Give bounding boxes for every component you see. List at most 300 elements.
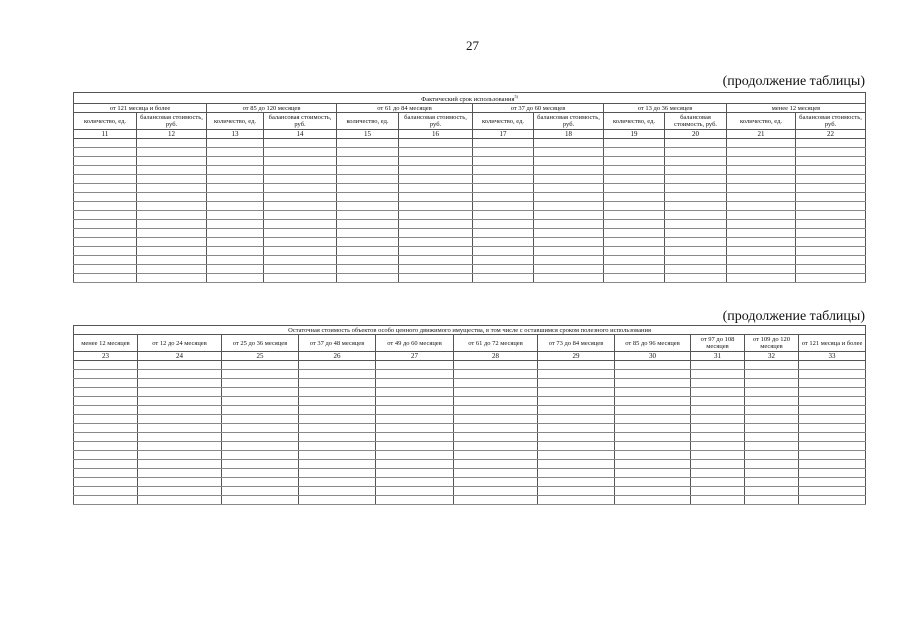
empty-cell bbox=[74, 388, 138, 397]
empty-cell bbox=[454, 460, 538, 469]
empty-cell bbox=[74, 247, 137, 256]
empty-cell bbox=[74, 211, 137, 220]
empty-cell bbox=[799, 361, 866, 370]
empty-cell bbox=[665, 256, 727, 265]
empty-cell bbox=[799, 469, 866, 478]
empty-row bbox=[74, 487, 866, 496]
empty-cell bbox=[399, 274, 473, 283]
table1-subheader: балансовая стоимость, руб. bbox=[534, 113, 604, 130]
empty-cell bbox=[264, 265, 337, 274]
empty-cell bbox=[264, 220, 337, 229]
empty-cell bbox=[74, 451, 138, 460]
empty-cell bbox=[727, 247, 796, 256]
empty-cell bbox=[454, 433, 538, 442]
empty-cell bbox=[538, 442, 615, 451]
empty-cell bbox=[615, 406, 691, 415]
empty-cell bbox=[137, 256, 207, 265]
empty-cell bbox=[745, 496, 799, 505]
empty-cell bbox=[138, 460, 222, 469]
empty-cell bbox=[604, 157, 665, 166]
table2-header: от 97 до 108 месяцев bbox=[691, 335, 745, 352]
empty-cell bbox=[604, 175, 665, 184]
empty-cell bbox=[337, 229, 399, 238]
empty-cell bbox=[796, 229, 866, 238]
empty-cell bbox=[665, 229, 727, 238]
empty-cell bbox=[604, 184, 665, 193]
page-number: 27 bbox=[466, 38, 479, 53]
empty-cell bbox=[399, 148, 473, 157]
empty-cell bbox=[796, 175, 866, 184]
table2-header: от 121 месяца и более bbox=[799, 335, 866, 352]
empty-cell bbox=[454, 370, 538, 379]
empty-cell bbox=[264, 184, 337, 193]
empty-cell bbox=[222, 433, 299, 442]
empty-cell bbox=[376, 424, 454, 433]
empty-cell bbox=[727, 211, 796, 220]
empty-cell bbox=[745, 451, 799, 460]
empty-cell bbox=[538, 379, 615, 388]
empty-cell bbox=[74, 193, 137, 202]
empty-row bbox=[74, 184, 866, 193]
empty-cell bbox=[538, 415, 615, 424]
empty-cell bbox=[799, 424, 866, 433]
empty-cell bbox=[454, 496, 538, 505]
empty-cell bbox=[799, 406, 866, 415]
empty-cell bbox=[222, 424, 299, 433]
empty-cell bbox=[207, 184, 264, 193]
empty-cell bbox=[138, 487, 222, 496]
empty-cell bbox=[727, 139, 796, 148]
empty-cell bbox=[138, 433, 222, 442]
empty-row bbox=[74, 397, 866, 406]
empty-cell bbox=[796, 265, 866, 274]
table1-caption-footnote: 5) bbox=[514, 94, 518, 99]
empty-cell bbox=[665, 193, 727, 202]
table2-header: от 85 до 96 месяцев bbox=[615, 335, 691, 352]
empty-cell bbox=[264, 139, 337, 148]
empty-cell bbox=[337, 247, 399, 256]
empty-cell bbox=[299, 460, 376, 469]
empty-cell bbox=[222, 469, 299, 478]
empty-cell bbox=[376, 487, 454, 496]
empty-cell bbox=[376, 397, 454, 406]
empty-cell bbox=[207, 274, 264, 283]
empty-cell bbox=[796, 139, 866, 148]
empty-cell bbox=[615, 442, 691, 451]
empty-cell bbox=[74, 379, 138, 388]
empty-cell bbox=[691, 460, 745, 469]
empty-cell bbox=[534, 148, 604, 157]
empty-cell bbox=[534, 193, 604, 202]
empty-cell bbox=[399, 256, 473, 265]
empty-cell bbox=[137, 148, 207, 157]
empty-cell bbox=[337, 274, 399, 283]
empty-cell bbox=[534, 175, 604, 184]
table2-empty-rows bbox=[74, 361, 866, 505]
empty-cell bbox=[222, 379, 299, 388]
empty-cell bbox=[137, 193, 207, 202]
empty-cell bbox=[138, 397, 222, 406]
table1-empty-rows bbox=[74, 139, 866, 283]
table1-caption bbox=[74, 93, 866, 104]
empty-cell bbox=[454, 361, 538, 370]
table1-subheader: количество, ед. bbox=[74, 113, 137, 130]
empty-cell bbox=[538, 388, 615, 397]
empty-cell bbox=[615, 370, 691, 379]
empty-cell bbox=[473, 184, 534, 193]
empty-row bbox=[74, 166, 866, 175]
empty-cell bbox=[534, 247, 604, 256]
empty-cell bbox=[534, 220, 604, 229]
empty-cell bbox=[796, 247, 866, 256]
empty-cell bbox=[538, 433, 615, 442]
empty-cell bbox=[207, 247, 264, 256]
empty-cell bbox=[137, 220, 207, 229]
empty-cell bbox=[473, 211, 534, 220]
empty-cell bbox=[538, 469, 615, 478]
empty-cell bbox=[137, 184, 207, 193]
empty-cell bbox=[207, 265, 264, 274]
empty-cell bbox=[74, 442, 138, 451]
empty-cell bbox=[399, 193, 473, 202]
empty-cell bbox=[222, 478, 299, 487]
empty-cell bbox=[727, 238, 796, 247]
empty-cell bbox=[538, 397, 615, 406]
empty-cell bbox=[799, 415, 866, 424]
empty-cell bbox=[299, 487, 376, 496]
empty-cell bbox=[299, 442, 376, 451]
empty-cell bbox=[665, 166, 727, 175]
empty-cell bbox=[454, 451, 538, 460]
empty-cell bbox=[615, 424, 691, 433]
empty-cell bbox=[534, 202, 604, 211]
table1-subheader: балансовая стоимость, руб. bbox=[137, 113, 207, 130]
empty-cell bbox=[376, 433, 454, 442]
empty-cell bbox=[137, 211, 207, 220]
empty-cell bbox=[399, 211, 473, 220]
empty-row bbox=[74, 139, 866, 148]
empty-cell bbox=[74, 157, 137, 166]
empty-cell bbox=[745, 397, 799, 406]
table1-column-number: 21 bbox=[727, 130, 796, 139]
empty-cell bbox=[207, 220, 264, 229]
table2-column-number: 28 bbox=[454, 352, 538, 361]
empty-cell bbox=[796, 148, 866, 157]
empty-cell bbox=[796, 220, 866, 229]
table1-column-number: 22 bbox=[796, 130, 866, 139]
empty-cell bbox=[604, 229, 665, 238]
empty-cell bbox=[796, 166, 866, 175]
table1-subheader: количество, ед. bbox=[727, 113, 796, 130]
empty-cell bbox=[222, 406, 299, 415]
empty-cell bbox=[337, 175, 399, 184]
empty-cell bbox=[691, 496, 745, 505]
table2-header: от 25 до 36 месяцев bbox=[222, 335, 299, 352]
table1-group-header: от 37 до 60 месяцев bbox=[473, 104, 604, 113]
table1-subheader: количество, ед. bbox=[473, 113, 534, 130]
table2-header: от 61 до 72 месяцев bbox=[454, 335, 538, 352]
empty-cell bbox=[138, 451, 222, 460]
empty-cell bbox=[222, 397, 299, 406]
empty-cell bbox=[137, 238, 207, 247]
empty-cell bbox=[399, 166, 473, 175]
empty-cell bbox=[604, 139, 665, 148]
table2-column-number: 23 bbox=[74, 352, 138, 361]
table1-column-number: 18 bbox=[534, 130, 604, 139]
empty-cell bbox=[454, 487, 538, 496]
empty-cell bbox=[264, 193, 337, 202]
empty-cell bbox=[74, 469, 138, 478]
empty-cell bbox=[665, 265, 727, 274]
empty-row bbox=[74, 451, 866, 460]
empty-cell bbox=[264, 175, 337, 184]
empty-cell bbox=[376, 415, 454, 424]
empty-cell bbox=[264, 274, 337, 283]
empty-cell bbox=[137, 202, 207, 211]
table1-group-header: от 85 до 120 месяцев bbox=[207, 104, 337, 113]
empty-cell bbox=[74, 424, 138, 433]
table2-header: менее 12 месяцев bbox=[74, 335, 138, 352]
empty-cell bbox=[138, 442, 222, 451]
empty-cell bbox=[137, 265, 207, 274]
empty-cell bbox=[74, 166, 137, 175]
empty-row bbox=[74, 157, 866, 166]
empty-cell bbox=[665, 175, 727, 184]
table1-column-number: 17 bbox=[473, 130, 534, 139]
empty-cell bbox=[74, 487, 138, 496]
continuation-label-top: (продолжение таблицы) bbox=[722, 74, 865, 89]
empty-cell bbox=[473, 202, 534, 211]
empty-cell bbox=[473, 274, 534, 283]
empty-cell bbox=[399, 238, 473, 247]
empty-cell bbox=[399, 220, 473, 229]
empty-cell bbox=[727, 220, 796, 229]
table2-column-number: 29 bbox=[538, 352, 615, 361]
table2-column-number: 32 bbox=[745, 352, 799, 361]
empty-cell bbox=[538, 496, 615, 505]
empty-cell bbox=[74, 478, 138, 487]
empty-cell bbox=[745, 433, 799, 442]
empty-cell bbox=[615, 469, 691, 478]
empty-cell bbox=[538, 478, 615, 487]
empty-cell bbox=[264, 166, 337, 175]
empty-cell bbox=[337, 265, 399, 274]
empty-cell bbox=[74, 202, 137, 211]
empty-cell bbox=[454, 424, 538, 433]
empty-cell bbox=[74, 184, 137, 193]
empty-cell bbox=[454, 388, 538, 397]
empty-cell bbox=[222, 487, 299, 496]
empty-cell bbox=[337, 148, 399, 157]
empty-cell bbox=[207, 211, 264, 220]
empty-cell bbox=[745, 487, 799, 496]
empty-cell bbox=[727, 184, 796, 193]
empty-cell bbox=[74, 238, 137, 247]
empty-cell bbox=[691, 379, 745, 388]
empty-cell bbox=[376, 370, 454, 379]
empty-cell bbox=[207, 238, 264, 247]
table1-caption-text: Фактический срок использования bbox=[421, 96, 515, 104]
empty-cell bbox=[665, 139, 727, 148]
empty-cell bbox=[534, 229, 604, 238]
empty-cell bbox=[137, 175, 207, 184]
table1-column-number: 11 bbox=[74, 130, 137, 139]
empty-row bbox=[74, 274, 866, 283]
empty-row bbox=[74, 388, 866, 397]
empty-cell bbox=[799, 460, 866, 469]
empty-cell bbox=[138, 370, 222, 379]
empty-cell bbox=[473, 238, 534, 247]
empty-cell bbox=[727, 166, 796, 175]
table2-column-number: 27 bbox=[376, 352, 454, 361]
empty-cell bbox=[604, 166, 665, 175]
empty-cell bbox=[138, 388, 222, 397]
empty-cell bbox=[376, 478, 454, 487]
empty-cell bbox=[299, 406, 376, 415]
empty-cell bbox=[222, 451, 299, 460]
table1-subheader: балансовая стоимость, руб. bbox=[264, 113, 337, 130]
empty-cell bbox=[615, 478, 691, 487]
empty-cell bbox=[604, 148, 665, 157]
table2-header: от 37 до 48 месяцев bbox=[299, 335, 376, 352]
empty-cell bbox=[796, 211, 866, 220]
empty-cell bbox=[691, 442, 745, 451]
empty-cell bbox=[337, 220, 399, 229]
empty-cell bbox=[207, 193, 264, 202]
empty-cell bbox=[615, 460, 691, 469]
empty-cell bbox=[264, 238, 337, 247]
empty-cell bbox=[473, 247, 534, 256]
empty-cell bbox=[534, 238, 604, 247]
empty-cell bbox=[376, 460, 454, 469]
empty-row bbox=[74, 433, 866, 442]
table1-group-header: от 61 до 84 месяцев bbox=[337, 104, 473, 113]
empty-cell bbox=[74, 397, 138, 406]
empty-cell bbox=[745, 442, 799, 451]
empty-cell bbox=[137, 157, 207, 166]
empty-cell bbox=[745, 388, 799, 397]
empty-cell bbox=[337, 202, 399, 211]
table1-column-number: 14 bbox=[264, 130, 337, 139]
empty-cell bbox=[538, 370, 615, 379]
empty-cell bbox=[299, 478, 376, 487]
empty-cell bbox=[665, 202, 727, 211]
empty-cell bbox=[299, 496, 376, 505]
table1-column-number: 12 bbox=[137, 130, 207, 139]
empty-cell bbox=[74, 370, 138, 379]
empty-row bbox=[74, 211, 866, 220]
empty-cell bbox=[745, 406, 799, 415]
table2-column-number: 26 bbox=[299, 352, 376, 361]
empty-cell bbox=[299, 370, 376, 379]
empty-cell bbox=[137, 139, 207, 148]
empty-row bbox=[74, 265, 866, 274]
empty-cell bbox=[727, 148, 796, 157]
empty-cell bbox=[538, 424, 615, 433]
table2-header: от 49 до 60 месяцев bbox=[376, 335, 454, 352]
table1-group-header: от 121 месяца и более bbox=[74, 104, 207, 113]
table1-column-number: 19 bbox=[604, 130, 665, 139]
table1-subheader: количество, ед. bbox=[207, 113, 264, 130]
empty-cell bbox=[534, 256, 604, 265]
empty-row bbox=[74, 229, 866, 238]
empty-cell bbox=[745, 415, 799, 424]
empty-cell bbox=[665, 184, 727, 193]
table1-subheader: количество, ед. bbox=[604, 113, 665, 130]
table1-group-header: менее 12 месяцев bbox=[727, 104, 866, 113]
empty-cell bbox=[473, 265, 534, 274]
empty-row bbox=[74, 406, 866, 415]
empty-cell bbox=[376, 496, 454, 505]
empty-cell bbox=[691, 397, 745, 406]
empty-row bbox=[74, 175, 866, 184]
empty-cell bbox=[691, 451, 745, 460]
empty-cell bbox=[473, 229, 534, 238]
empty-cell bbox=[473, 148, 534, 157]
empty-cell bbox=[222, 388, 299, 397]
empty-cell bbox=[799, 496, 866, 505]
empty-cell bbox=[604, 238, 665, 247]
empty-cell bbox=[207, 202, 264, 211]
empty-cell bbox=[615, 415, 691, 424]
empty-cell bbox=[399, 139, 473, 148]
empty-cell bbox=[538, 451, 615, 460]
empty-cell bbox=[604, 220, 665, 229]
empty-cell bbox=[799, 370, 866, 379]
empty-row bbox=[74, 478, 866, 487]
empty-cell bbox=[534, 265, 604, 274]
empty-cell bbox=[665, 148, 727, 157]
empty-cell bbox=[538, 460, 615, 469]
table2-header: от 109 до 120 месяцев bbox=[745, 335, 799, 352]
usage-period-table bbox=[73, 92, 866, 283]
empty-cell bbox=[376, 379, 454, 388]
table1-subheader: количество, ед. bbox=[337, 113, 399, 130]
empty-cell bbox=[74, 148, 137, 157]
empty-row bbox=[74, 256, 866, 265]
empty-row bbox=[74, 442, 866, 451]
empty-cell bbox=[745, 424, 799, 433]
empty-cell bbox=[799, 451, 866, 460]
empty-cell bbox=[299, 469, 376, 478]
empty-cell bbox=[796, 202, 866, 211]
empty-cell bbox=[799, 442, 866, 451]
empty-cell bbox=[473, 157, 534, 166]
empty-cell bbox=[538, 361, 615, 370]
empty-cell bbox=[337, 166, 399, 175]
empty-cell bbox=[691, 406, 745, 415]
empty-cell bbox=[534, 274, 604, 283]
empty-cell bbox=[399, 157, 473, 166]
empty-cell bbox=[745, 379, 799, 388]
empty-cell bbox=[74, 139, 137, 148]
empty-cell bbox=[337, 184, 399, 193]
empty-cell bbox=[691, 361, 745, 370]
empty-cell bbox=[727, 193, 796, 202]
empty-cell bbox=[399, 229, 473, 238]
table2-header: от 12 до 24 месяцев bbox=[138, 335, 222, 352]
empty-cell bbox=[399, 202, 473, 211]
empty-cell bbox=[796, 157, 866, 166]
empty-cell bbox=[376, 361, 454, 370]
empty-cell bbox=[138, 415, 222, 424]
empty-cell bbox=[615, 388, 691, 397]
empty-cell bbox=[138, 424, 222, 433]
empty-cell bbox=[473, 139, 534, 148]
empty-cell bbox=[691, 415, 745, 424]
empty-cell bbox=[74, 175, 137, 184]
empty-row bbox=[74, 193, 866, 202]
